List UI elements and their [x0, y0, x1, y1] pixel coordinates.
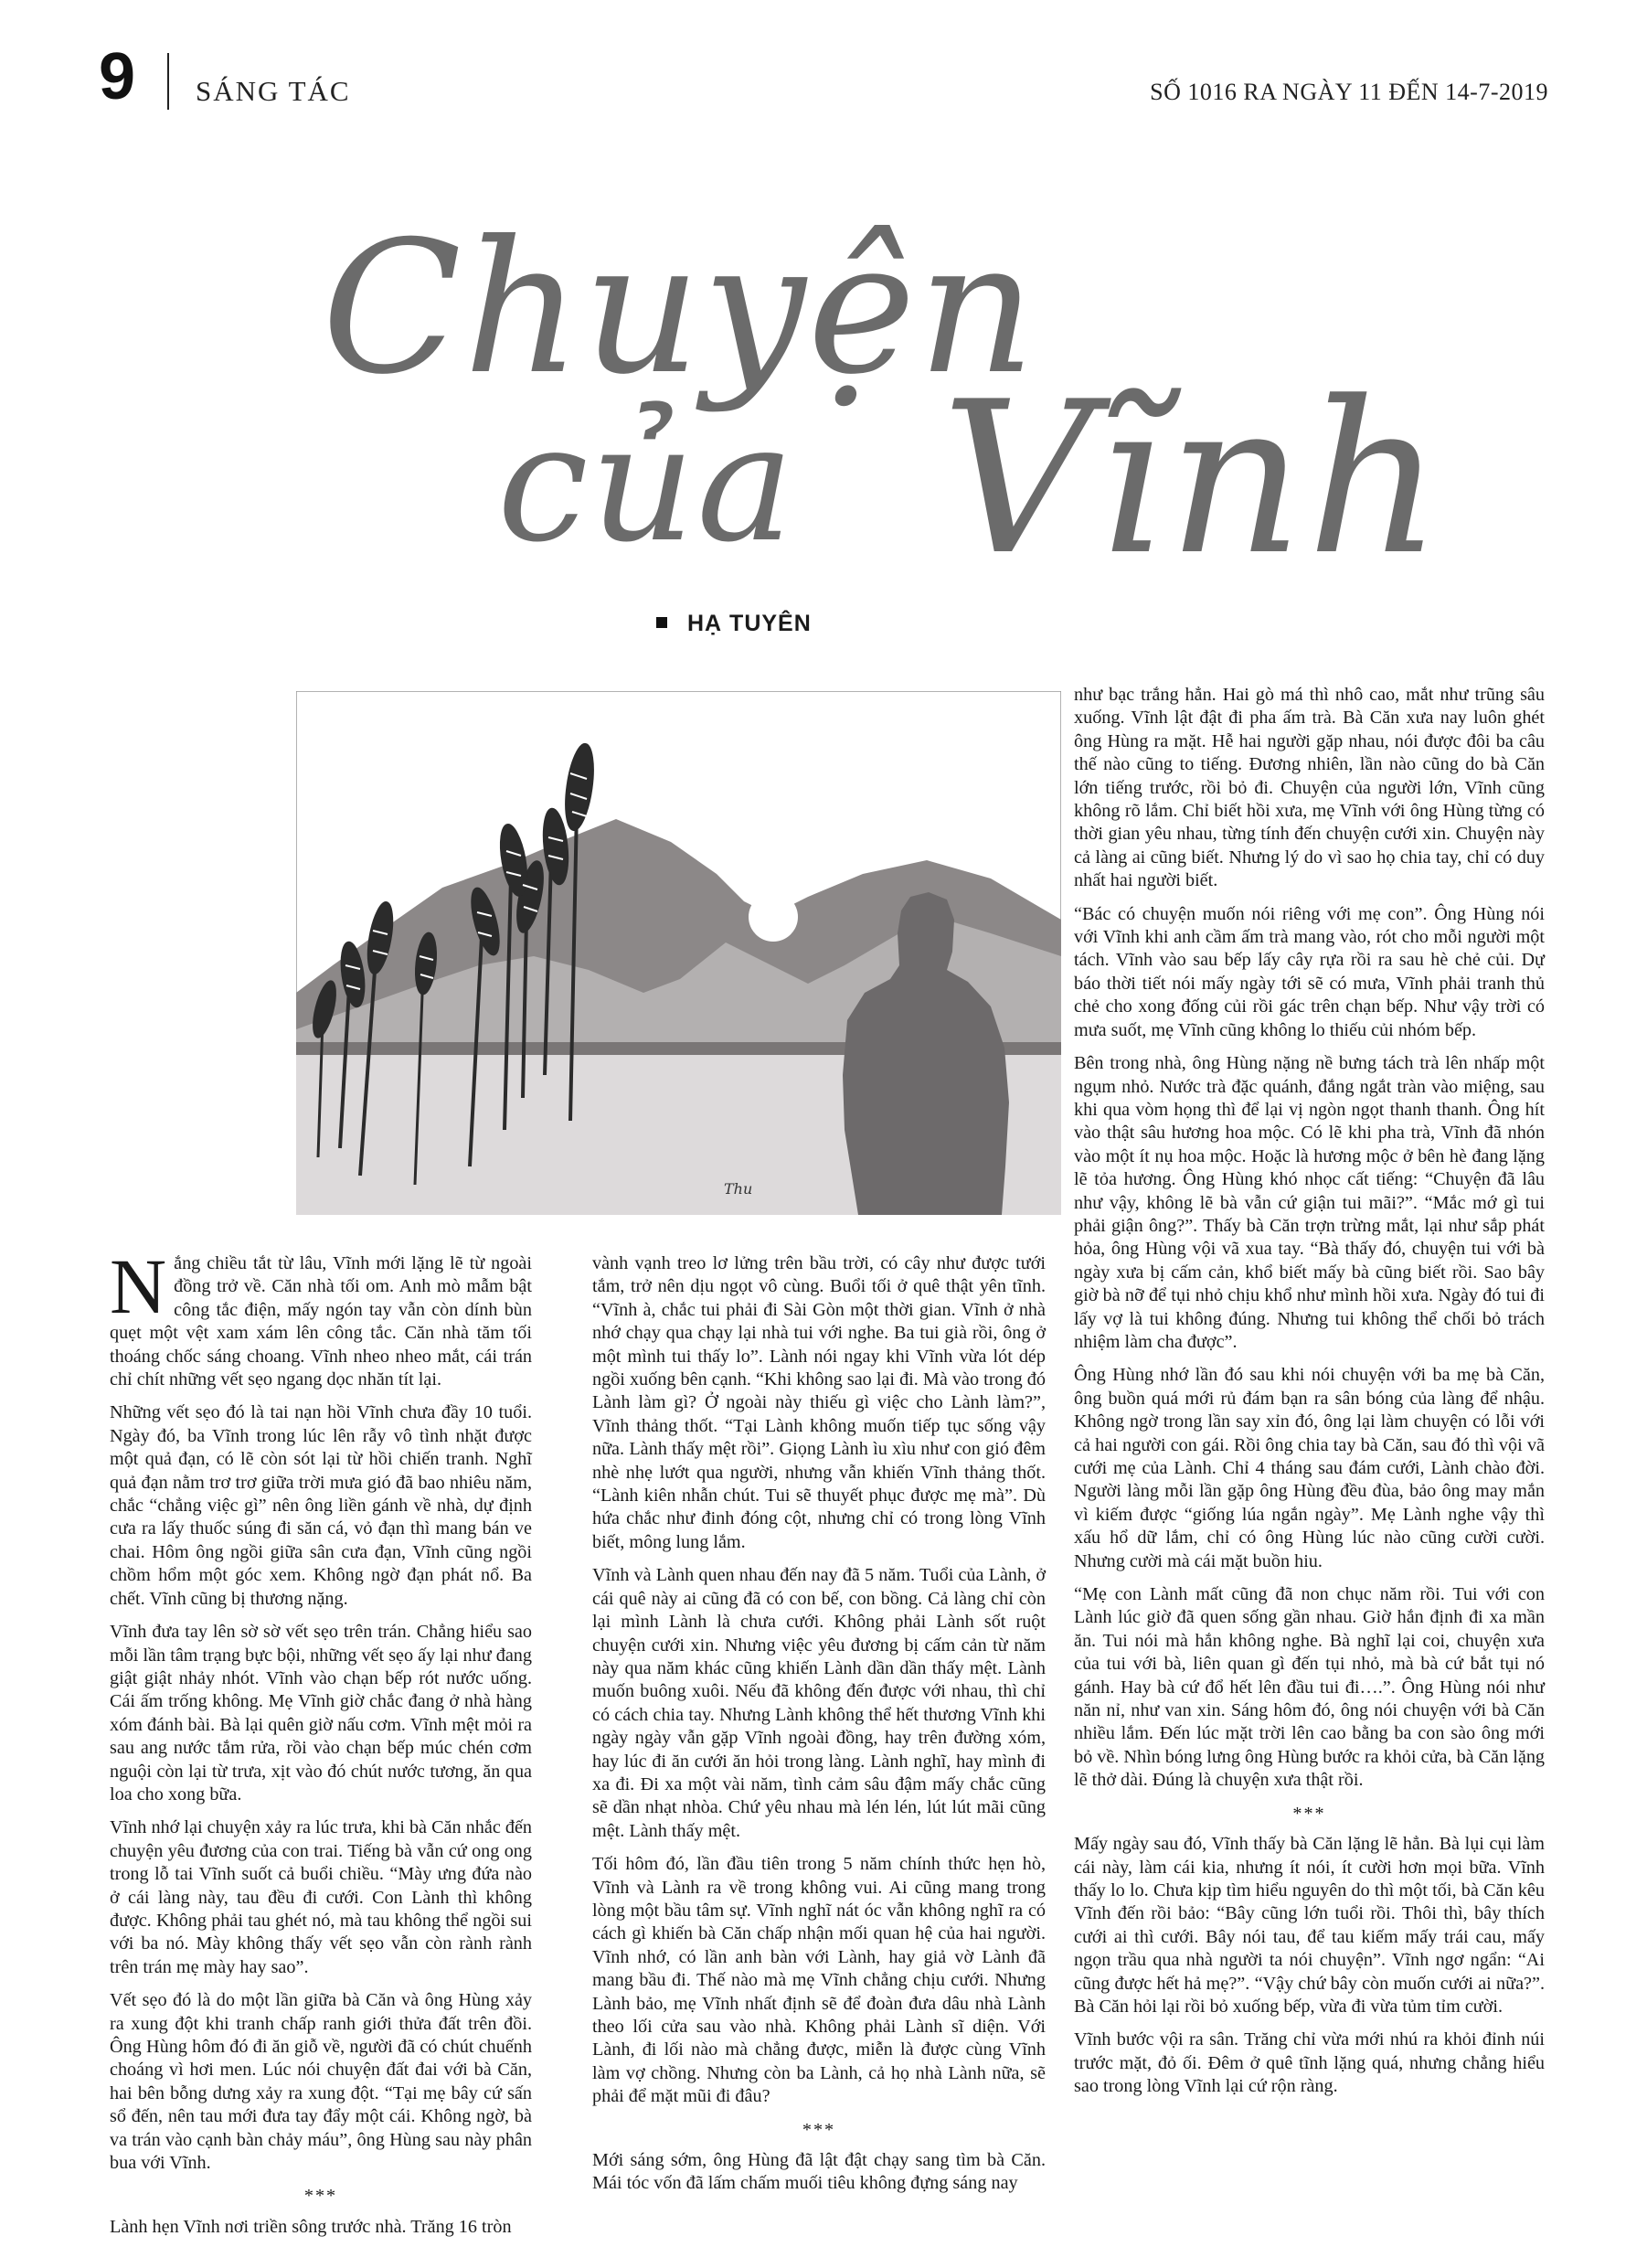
paragraph: Những vết sẹo đó là tai nạn hồi Vĩnh chưa đầy 10 tuổi. Ngày đó, ba Vĩnh trong lúc lên rẫy vô tình nhặt được một quả đạn, có lẽ còn sót lại từ hồi chiến tranh. Nghĩ quả đạn nằm trơ trơ giữa trời mưa gió đã bao nhiêu năm, chắc “chẳng việc gì” nên ông liền gánh về nhà, dự định cưa ra lấy thuốc súng đi săn cá, vỏ đạn thì mang bán ve chai. Hôm ông ngồi giữa sân cưa đạn, Vĩnh cũng ngồi chồm hổm một góc xem. Không ngờ đạn phát nổ. Ba chết. Vĩnh cũng bị thương nặng.	[110, 1402, 532, 1609]
article-column-1	[110, 1242, 532, 2249]
bullet-square-icon	[656, 617, 667, 628]
header-divider	[167, 53, 169, 110]
paragraph: Nắng chiều tắt từ lâu, Vĩnh mới lặng lẽ từ ngoài đồng trở về. Căn nhà tối om. Anh mò mẫm bật công tắc điện, mấy ngón tay vẫn còn dính bùn quẹt một vệt xam xám lên công tắc. Căn nhà tăm tối thoáng chốc sáng choang. Vĩnh nheo nheo mắt, cái trán chỉ chít những vết sẹo ngang dọc nhăn tít lại.	[110, 1242, 532, 1390]
author-byline	[656, 611, 812, 637]
paragraph: Tối hôm đó, lần đầu tiên trong 5 năm chính thức hẹn hò, Vĩnh và Lành ra về trong không vui. Ai cũng mang trong lòng một bầu tâm sự. Vĩnh nghĩ nát óc vẫn không nghĩ ra có cách gì khiến bà Căn chấp nhận mối quan hệ của hai người. Vĩnh nhớ, có lần anh bàn với Lành, hay giả vờ Lành đã mang bầu đi. Thế nào mà mẹ Vĩnh chẳng chịu cưới. Nhưng Lành bảo, mẹ Vĩnh nhất định sẽ để đoàn đưa dâu nhà Lành theo lối cửa sau vào nhà. Không phải Lành sĩ diện. Với Lành, đi lối nào mà chẳng được, miễn là được cùng Vĩnh làm vợ chồng. Nhưng còn ba Lành, cả họ nhà Lành nữa, sẽ phải để mặt mũi đi đâu?	[592, 1854, 1046, 2107]
title-line-3: Vĩnh	[941, 357, 1446, 602]
paragraph: Vĩnh đưa tay lên sờ sờ vết sẹo trên trán. Chẳng hiểu sao mỗi lần tâm trạng bực bội, những vết sẹo ấy lại như đang giật giật nhảy nhót. Vĩnh vào chạn bếp rót nước uống. Cái ấm trống không. Mẹ Vĩnh giờ chắc đang ở nhà hàng xóm đánh bài. Bà lại quên giờ nấu cơm. Vĩnh mệt mỏi ra sau ang nước tắm rửa, rồi vào chạn bếp múc chén cơm nguội còn lại từ trưa, xịt vào đó chút nước tương, ăn qua loa cho xong bữa.	[110, 1622, 532, 1805]
paragraph: vành vạnh treo lơ lửng trên bầu trời, có cây như được tưới tắm, trở nên dịu ngọt vô cùng. Buổi tối ở quê thật yên tĩnh. “Vĩnh à, chắc tui phải đi Sài Gòn một thời gian. Vĩnh ở nhà nhớ chạy qua chạy lại nhà tui với nghe. Ba tui già rồi, ông ở một mình tui thấy lo”. Lành nói ngay khi Vĩnh vừa lót dép ngồi xuống bên cạnh. “Khi không sao lại đi. Mà vào trong đó Lành làm gì? Ở ngoài này thiếu gì việc cho Lành làm?”, Vĩnh thảng thốt. “Tại Lành không muốn tiếp tục sống vậy nữa. Lành thấy mệt rồi”. Giọng Lành ìu xìu như con gió đêm nhè nhẹ lướt qua người, nhưng vẫn khiến Vĩnh thảng thốt. “Lành kiên nhẫn chút. Tui sẽ thuyết phục được mẹ mà”. Dù hứa chắc như đinh đóng cột, nhưng chỉ có trong lòng Vĩnh biết, mông lung lắm.	[592, 1253, 1046, 1552]
title-line-1: Chuyện	[322, 202, 1037, 415]
paragraph: Ông Hùng nhớ lần đó sau khi nói chuyện với ba mẹ bà Căn, ông buồn quá mới rủ đám bạn ra sân bóng của làng để nhậu. Không ngờ trong lần say xỉn đó, ông lại làm chuyện có lỗi với cả hai người con gái. Rồi ông chia tay bà Căn, sau đó thì vội vã cưới mẹ của Lành. Chỉ 4 tháng sau đám cưới, Lành chào đời. Người làng mỗi lần gặp ông Hùng đều đùa, bảo ông may mắn vì kiếm được “giống lúa ngắn ngày”. Mẹ Lành nghe vậy thì xấu hổ dữ lắm, chỉ có ông Hùng lúc nào cũng cười cười. Nhưng cười mà cái mặt buồn hiu.	[1074, 1365, 1545, 1571]
paragraph: Bên trong nhà, ông Hùng nặng nề bưng tách trà lên nhấp một ngụm nhỏ. Nước trà đặc quánh, đắng ngắt tràn vào miệng, sau khi qua vòm họng thì để lại vị ngòn ngọt thanh thanh. Ông hít vào thật sâu hương hoa mộc. Có lẽ khi pha trà, Vĩnh đã nhón vào một ít nụ hoa mộc. Hoặc là hương mộc ở bên hè đang lặng lẽ tỏa hương. Ông Hùng khó nhọc cất tiếng: “Chuyện đã lâu như vậy, không lẽ bà vẫn cứ giận tui mãi?”. “Mắc mớ gì tui phải giận ông?”. Thấy bà Căn trợn trừng mắt, lại như sắp phát hỏa, ông Hùng vội vã xua tay. “Bà thấy đó, chuyện tui với bà ngày xưa bị cấm cản, khổ biết mấy bà cũng biết rồi. Sao bây giờ bà nỡ để tụi nhỏ chịu khổ như mình hồi xưa. Ngày đó tui đi lấy vợ là tui không đúng. Nhưng tui không thể chối bỏ trách nhiệm làm cha được”.	[1074, 1053, 1545, 1352]
story-illustration	[296, 691, 1061, 1215]
illustration-signature: Thu	[724, 1180, 753, 1198]
author-name: HẠ TUYÊN	[687, 611, 812, 636]
paragraph: Vĩnh và Lành quen nhau đến nay đã 5 năm. Tuổi của Lành, ở cái quê này ai cũng đã có con bế, con bồng. Cả làng chỉ còn lại mình Lành là chưa cưới. Không phải Lành sốt ruột chuyện cưới xin. Nhưng việc yêu đương bị cấm cản từ năm này qua năm khác cũng khiến Lành dần dần thấy mệt. Lành muốn buông xuôi. Nếu đã không đến được với nhau, thì chỉ có cách chia tay. Nhưng Lành không thể hết thương Vĩnh khi ngày ngày vẫn gặp Vĩnh ngoài đồng, hay trên đường xóm, hay lúc đi ăn cưới ăn hỏi trong làng. Lành nghĩ, hay mình đi xa đi. Đi xa một vài năm, tình cảm sâu đậm mấy chắc cũng sẽ dần nhạt nhòa. Chứ yêu nhau mà lén lén, lút lút mãi cũng mệt. Lành thấy mệt.	[592, 1565, 1046, 1841]
paragraph: Mấy ngày sau đó, Vĩnh thấy bà Căn lặng lẽ hẳn. Bà lụi cụi làm cái này, làm cái kia, nhưng ít nói, ít cười hơn mọi bữa. Vĩnh thấy lo lo. Chưa kịp tìm hiểu nguyên do thì một tối, bà Căn kêu Vĩnh đến rồi bảo: “Bây cũng lớn tuổi rồi. Thôi thì, bây thích cưới ai thì cưới. Bây nói tau, để tau kiếm mấy trái cau, mấy ngọn trầu qua nhà người ta nói chuyện”. Vĩnh ngơ ngẩn: “Ai cũng được hết hả mẹ?”. “Vậy chứ bây còn muốn cưới ai nữa?”. Bà Căn hỏi lại rồi bỏ xuống bếp, vừa đi vừa tủm tỉm cười.	[1074, 1834, 1545, 2017]
article-column-3	[1074, 684, 1545, 2109]
paragraph: Vĩnh nhớ lại chuyện xảy ra lúc trưa, khi bà Căn nhắc đến chuyện yêu đương của con trai. Tiếng bà vẫn cứ ong ong trong lỗ tai Vĩnh suốt cả buổi chiều. “Mày ưng đứa nào ở cái làng này, tau đều đi cưới. Con Lành thì không được. Không phải tau ghét nó, mà tau không thể ngồi sui với ba nó. Mày không thấy vết sẹo vẫn còn rành rành trên trán mẹ mày hay sao”.	[110, 1817, 532, 1977]
paragraph: “Mẹ con Lành mất cũng đã non chục năm rồi. Tui với con Lành lúc giờ đã quen sống gần nhau. Giờ hắn định đi xa mần ăn. Tui nói mà hắn không nghe. Bà nghĩ lại coi, chuyện xưa của tui với bà, liên quan gì đến tụi nhỏ, mà bà cứ bắt tụi nó gánh. Hay bà cứ đổ hết lên đầu tui đi….”. Ông Hùng nói như năn nỉ, như van xin. Sáng hôm đó, ông nói chuyện với bà Căn nhiều lắm. Đến lúc mặt trời lên cao bằng ba con sào ông mới bỏ về. Nhìn bóng lưng ông Hùng bước ra khỏi cửa, bà Căn lặng lẽ thở dài. Đúng là chuyện xưa thật rồi.	[1074, 1584, 1546, 1791]
paragraph: Lành hẹn Vĩnh nơi triền sông trước nhà. Trăng 16 tròn	[110, 2216, 512, 2237]
paragraph: Vết sẹo đó là do một lần giữa bà Căn và ông Hùng xảy ra xung đột khi tranh chấp ranh giới thửa đất trên đồi. Ông Hùng hôm đó đi ăn giỗ về, người đã có chút chuếnh choáng vì hơi men. Lúc nói chuyện đất đai với bà Căn, hai bên bỗng dưng xảy ra xung đột. “Tại mẹ bây cứ sấn sổ đến, nên tau mới đưa tay đẩy một cái. Không ngờ, bà va trán vào cạnh bàn chảy máu”, ông Hùng sau này phân bua với Vĩnh.	[110, 1990, 532, 2174]
section-name: SÁNG TÁC	[196, 75, 351, 107]
drop-cap: N	[110, 1242, 167, 1330]
page-number: 9	[99, 40, 136, 113]
section-separator: ***	[303, 2186, 338, 2207]
illustration-sun	[749, 892, 798, 942]
paragraph: “Bác có chuyện muốn nói riêng với mẹ con”. Ông Hùng nói với Vĩnh khi anh cầm ấm trà mang vào, rót cho mỗi người một tách. Vĩnh vào sau bếp lấy cây rựa rồi ra sau hè chẻ củi. Dự báo thời tiết nói mấy ngày tới sẽ có mưa, Vĩnh phải tranh thủ chẻ cho xong đống củi rồi gác trên chạn bếp. Như vậy trời có mưa suốt, mẹ Vĩnh cũng không lo thiếu củi nhóm bếp.	[1074, 903, 1545, 1040]
paragraph: như bạc trắng hẳn. Hai gò má thì nhô cao, mắt như trũng sâu xuống. Vĩnh lật đật đi pha ấm trà. Bà Căn xưa nay luôn ghét ông Hùng ra mặt. Hễ hai người gặp nhau, nói được đôi ba câu thế nào cũng to tiếng. Đương nhiên, lần nào cũng do bà Căn lớn tiếng trước, rồi bỏ đi. Chuyện của người lớn, Vĩnh cũng không rõ lắm. Chỉ biết hồi xưa, mẹ Vĩnh với ông Hùng từng có thời gian yêu nhau, từng tính đến chuyện cưới xin. Chuyện này cả làng ai cũng biết. Nhưng lý do vì sao họ chia tay, chỉ có duy nhất hai người biết.	[1074, 685, 1545, 891]
paragraph: Vĩnh bước vội ra sân. Trăng chỉ vừa mới nhú ra khỏi đỉnh núi trước mặt, đỏ ối. Đêm ở quê tĩnh lặng quá, nhưng chẳng hiểu sao trong lòng Vĩnh lại cứ rộn ràng.	[1074, 2029, 1545, 2097]
section-separator: ***	[1292, 1803, 1326, 1824]
section-separator: ***	[802, 2119, 836, 2140]
issue-info: SỐ 1016 RA NGÀY 11 ĐẾN 14-7-2019	[1150, 79, 1548, 105]
title-line-2: của	[497, 389, 796, 578]
paragraph: Mới sáng sớm, ông Hùng đã lật đật chạy sang tìm bà Căn. Mái tóc vốn đã lấm chấm muối tiêu không đựng sáng nay	[592, 2150, 1046, 2194]
article-column-2	[592, 1252, 1046, 2206]
